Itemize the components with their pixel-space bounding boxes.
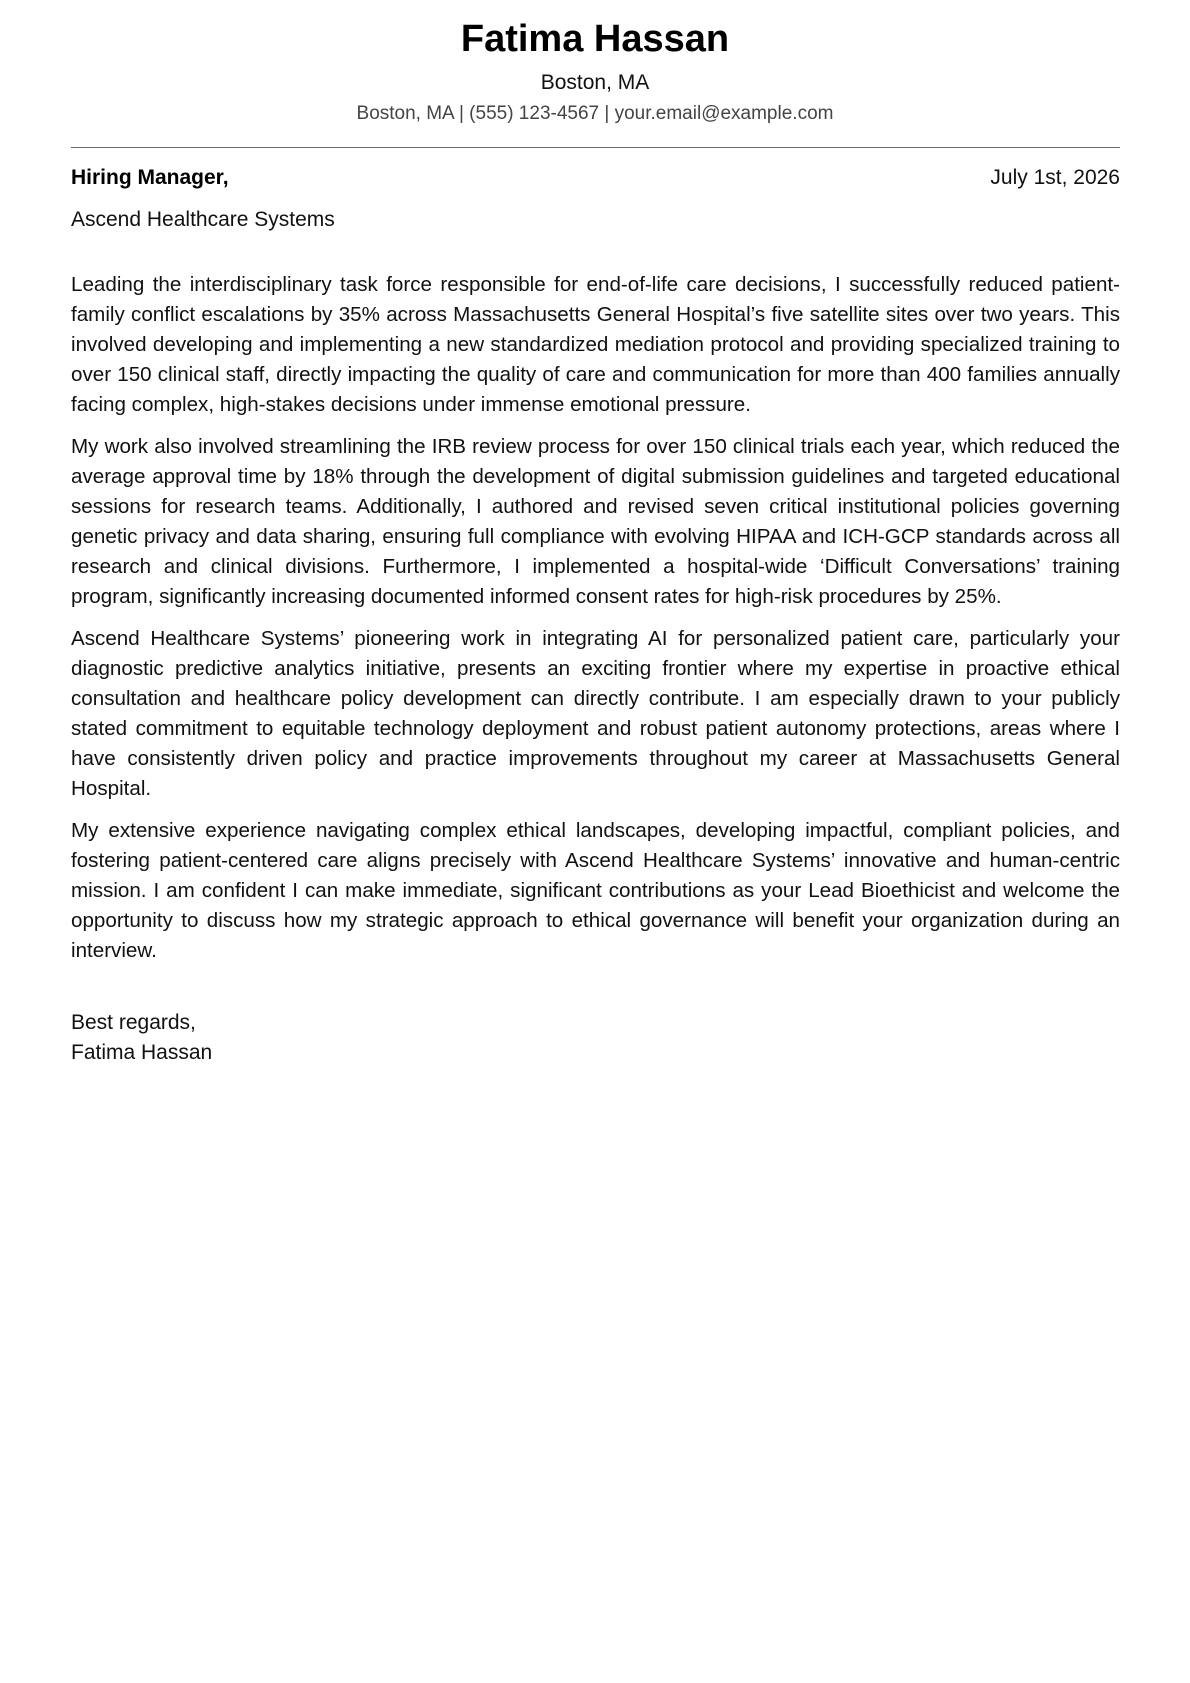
recipient-company: Ascend Healthcare Systems xyxy=(71,208,335,231)
signature-name: Fatima Hassan xyxy=(71,1041,213,1064)
body-paragraph: Ascend Healthcare Systems’ pioneering work in integrating AI for personalized patient care, particularly your diagnostic predictive analytics initiative, presents an exciting frontier where my expertise in proactive ethical consultation and healthcare policy development can directly contribute. I am especially drawn to your publicly stated commitment to equitable technology deployment and robust patient autonomy protections, areas where I have consistently driven policy and practice improvements throughout my career at Massachusetts General Hospital. xyxy=(71,627,1120,800)
body-paragraph: My work also involved streamlining the IRB review process for over 150 clinical trials each year, which reduced the average approval time by 18% through the development of digital submission guidelines and targeted educational sessions for research teams. Additionally, I authored and revised seven critical institutional policies governing genetic privacy and data sharing, ensuring full compliance with evolving HIPAA and ICH-GCP standards across all research and clinical divisions. Furthermore, I implemented a hospital-wide ‘Difficult Conversations’ training program, significantly increasing documented informed consent rates for high-risk procedures by 25%. xyxy=(71,435,1120,608)
applicant-contact-line: Boston, MA | (555) 123-4567 | your.email@example.com xyxy=(356,103,834,124)
letter-closing-block xyxy=(71,1008,212,1068)
letter-date: July 1st, 2026 xyxy=(990,166,1120,189)
recipient-salutation: Hiring Manager, xyxy=(71,166,229,189)
closing-phrase: Best regards, xyxy=(71,1011,196,1034)
body-paragraph: Leading the interdisciplinary task force responsible for end-of-life care decisions, I successfully reduced patient-family conflict escalations by 35% across Massachusetts General Hospital’s five satellite sites over two years. This involved developing and implementing a new standardized mediation protocol and providing specialized training to over 150 clinical staff, directly impacting the quality of care and communication for more than 400 families annually facing complex, high-stakes decisions under immense emotional pressure. xyxy=(71,273,1120,416)
body-paragraph: My extensive experience navigating complex ethical landscapes, developing impactful, compliant policies, and fostering patient-centered care aligns precisely with Ascend Healthcare Systems’ innovative and human-centric mission. I am confident I can make immediate, significant contributions as your Lead Bioethicist and welcome the opportunity to discuss how my strategic approach to ethical governance will benefit your organization during an interview. xyxy=(71,819,1120,962)
applicant-name: Fatima Hassan xyxy=(460,18,730,60)
applicant-location: Boston, MA xyxy=(540,71,650,94)
recipient-date-row xyxy=(71,164,1120,194)
header-divider xyxy=(71,147,1120,148)
letter-body xyxy=(71,270,1120,978)
